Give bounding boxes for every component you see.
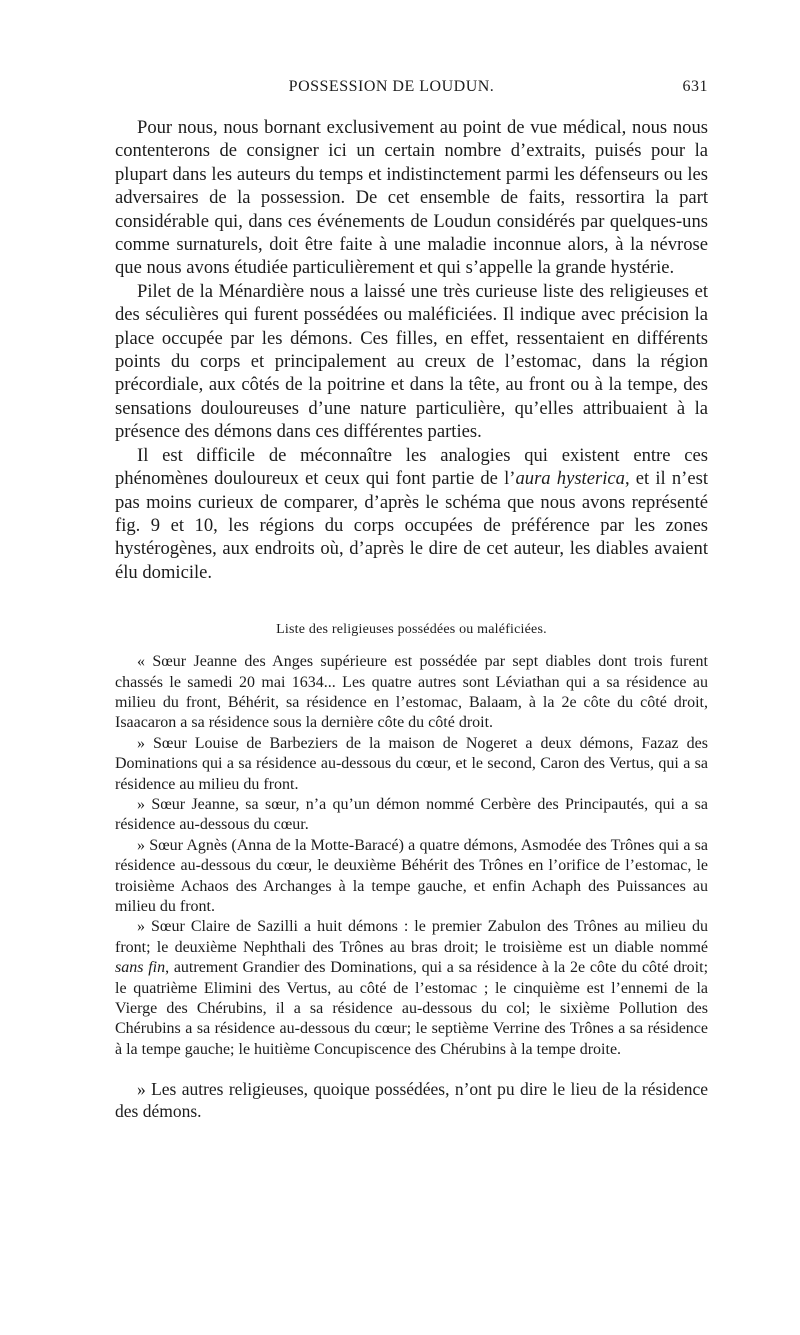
quote-entry-jeanne-des-anges: « Sœur Jeanne des Anges supérieure est possédée par sept diables dont trois furent chassés le samedi 20 mai 1634... Les quatre autres sont Léviathan qui a sa résidence au milieu du front, Béhérit, sa résidence en l’estomac, Balaam, à la 2e côte du côté droit, Isaacaron a sa résidence sous la dernière côte du côté droit. [115,653,708,732]
page-number: 631 [682,78,708,95]
list-caption: Liste des religieuses possédées ou maléficiées. [276,622,547,638]
quoted-list [115,652,708,1122]
quote-entry-jeanne: » Sœur Jeanne, sa sœur, n’a qu’un démon nommé Cerbère des Principautés, qui a sa résidence au-dessous du cœur. [115,795,708,834]
running-head [115,78,708,108]
main-text [115,116,708,584]
aura-hysterica-term: aura hysterica [515,468,625,490]
quote-entry-others: » Les autres religieuses, quoique possédées, n’ont pu dire le lieu de la résidence des démons. [115,1079,708,1122]
paragraph-3 [115,444,708,584]
quote-entry-louise-de-barbeziers: » Sœur Louise de Barbeziers de la maison de Nogeret a deux démons, Fazaz des Dominations qui a sa résidence au-dessous du cœur, et le second, Caron des Vertus, qui a sa résidence au milieu du front. [115,734,708,793]
paragraph-3-start: Il est difficile de méconnaître les analogies qui existent entre ces phénomènes douloureux et ceux qui font partie de l’ [115,444,708,490]
quote-entry-claire-end: , autrement Grandier des Dominations, qui a sa résidence à la 2e côte du côté droit; le quatrième Elimini des Vertus, au côté de l’estomac ; le cinquième est l’ennemi de la Vierge des Chérubins, il a sa résidence au-dessous du col; le sixième Pollution des Chérubins a sa résidence au-dessous du cœur; le septième Verrine des Trônes a sa résidence à la tempe gauche; le huitième Concupiscence des Chérubins à la tempe droite. [115,959,709,1058]
paragraph-1: Pour nous, nous bornant exclusivement au point de vue médical, nous nous contenterons de consigner ici un certain nombre d’extraits, puisés pour la plupart dans les auteurs du temps et indistinctement parmi les défenseurs ou les adversaires de la possession. De cet ensemble de faits, ressortira la part considérable qui, dans ces événements de Loudun considérés par quelques-uns comme surnaturels, doit être faite à une maladie inconnue alors, à la névrose que nous avons étudiée particulièrement et qui s’appelle la grande hystérie. [115,117,708,279]
running-title: POSSESSION DE LOUDUN. [288,78,495,95]
paragraph-3-end: , et il n’est pas moins curieux de comparer, d’après le schéma que nous avons représenté fig. 9 et 10, les régions du corps occupées de préférence par les zones hystérogènes, aux endroits où, d’après le dire de cet auteur, les diables avaient élu domicile. [115,468,708,583]
sans-fin-term: sans fin [115,959,166,977]
quote-entry-claire-de-sazilli [115,917,708,1060]
quote-entry-claire-start: » Sœur Claire de Sazilli a huit démons : le premier Zabulon des Trônes au milieu du front; le deuxième Nephthali des Trônes au bras droit; le troisième est un diable nommé [115,918,708,956]
quote-entry-agnes: » Sœur Agnès (Anna de la Motte-Baracé) a quatre démons, Asmodée des Trônes qui a sa résidence au-dessous du cœur, le deuxième Béhérit des Trônes en l’orifice de l’estomac, le troisième Achaos des Archanges à la tempe gauche, et enfin Achaph des Puissances au milieu du front. [115,836,708,915]
paragraph-2: Pilet de la Ménardière nous a laissé une très curieuse liste des religieuses et des séculières qui furent possédées ou maléficiées. Il indique avec précision la place occupée par les démons. Ces filles, en effet, ressentaient en différents points du corps et principalement au creux de l’estomac, dans la région précordiale, aux côtés de la poitrine et dans la tête, au front ou à la tempe, des sensations douloureuses d’une nature particulière, qu’elles attribuaient à la présence des démons dans ces différentes parties. [115,280,708,443]
